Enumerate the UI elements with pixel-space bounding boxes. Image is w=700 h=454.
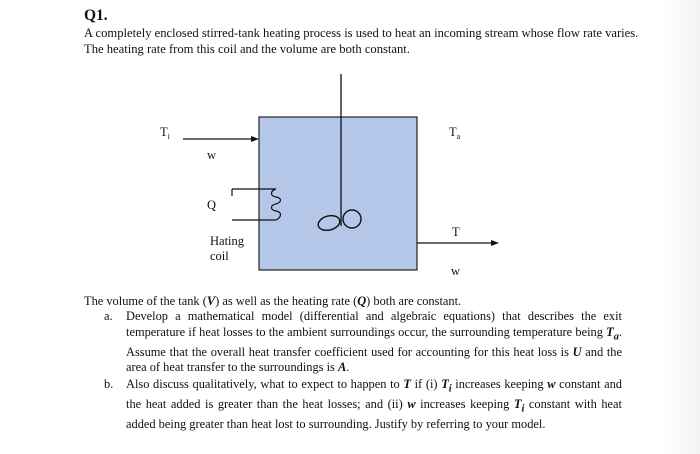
heat-input-label: Q — [207, 198, 217, 212]
outlet-temperature-label: T — [452, 225, 460, 239]
problem-statement: The volume of the tank (V) as well as the heating rate (Q) both are constant. — [84, 294, 462, 308]
question-intro: A completely enclosed stirred-tank heating process is used to heat an incoming stream whose flow rate varies. The heating rate from this coil and the volume are both constant. — [84, 26, 639, 56]
inlet-temperature-label: $T_i$ — [160, 125, 170, 141]
part-b — [104, 377, 622, 433]
question-parts — [104, 309, 622, 433]
coil-label-line1: Hating — [210, 234, 245, 248]
part-b-text: Also discuss qualitatively, what to expect to happen to T if (i) $T_i$ increases keeping w constant and the heat added is greater than the heat losses; and (ii) w increases keeping $T_i$ constant with heat added being greater than heat lost to surrounding. Justify by referring to your model. — [126, 376, 622, 431]
inlet-flow-label: w — [207, 148, 217, 162]
outlet-flow-label: w — [451, 264, 461, 278]
ambient-temperature-label: $T_a$ — [449, 125, 461, 141]
part-a-text: Develop a mathematical model (differential and algebraic equations) that describes the exit temperature if heat losses to the ambient surroundings occur, the surrounding temperature being $T_a$. Assume that the overall heat transfer coefficient used for accounting for this heat loss is U and the area of heat transfer to the surroundings is A. — [126, 309, 622, 375]
coil-label-line2: coil — [210, 249, 229, 263]
inlet-arrowhead — [251, 136, 259, 142]
part-b-marker: b. — [104, 376, 114, 391]
part-a — [104, 309, 622, 376]
tank — [259, 117, 417, 270]
outlet-arrowhead — [491, 240, 499, 246]
question-number: Q1. — [84, 7, 108, 24]
part-a-marker: a. — [104, 309, 113, 323]
